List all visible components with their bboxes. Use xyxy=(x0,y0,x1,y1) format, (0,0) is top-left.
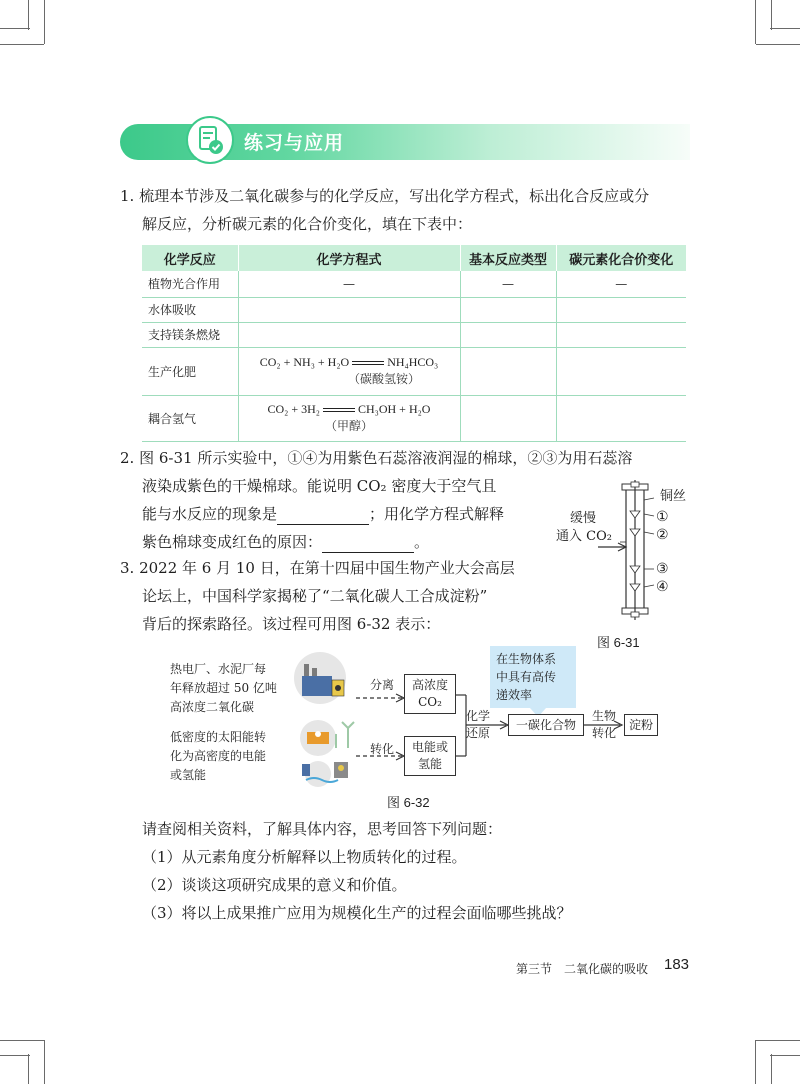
table-header: 化学方程式 xyxy=(238,245,460,271)
crop-mark xyxy=(44,0,45,44)
type-cell[interactable] xyxy=(460,395,556,441)
equation-cell[interactable] xyxy=(238,297,460,322)
copper-wire-label: 铜丝 xyxy=(660,489,687,504)
table-row xyxy=(142,347,686,395)
q3-line2: 论坛上，中国科学家揭秘了“二氧化碳人工合成淀粉” xyxy=(142,587,488,605)
bio-efficiency-callout xyxy=(490,646,576,708)
marker-4: ④ xyxy=(656,579,669,595)
crop-mark xyxy=(28,0,29,30)
row-name: 水体吸收 xyxy=(142,297,238,322)
bio-conversion-label xyxy=(592,708,616,742)
table-header-row xyxy=(142,245,686,271)
box-text: 氢能 xyxy=(417,757,442,771)
box-text: CO₂ xyxy=(418,695,442,709)
text-line: 化学 xyxy=(466,709,491,723)
row-name: 生产化肥 xyxy=(142,347,238,395)
question-item: （1）从元素角度分析解释以上物质转化的过程。 xyxy=(142,848,467,866)
footer-section: 第三节 二氧化碳的吸收 xyxy=(516,962,649,976)
marker-1: ① xyxy=(656,509,669,525)
text-line: 转化 xyxy=(592,726,617,740)
reaction-table xyxy=(142,245,686,442)
change-cell[interactable] xyxy=(556,395,686,441)
eq-left: CO₂ + 3H₂ xyxy=(267,402,320,416)
table-header: 基本反应类型 xyxy=(460,245,556,271)
q2-line3-start: 能与水反应的现象是 xyxy=(142,505,278,523)
change-cell[interactable] xyxy=(556,297,686,322)
answer-blank[interactable] xyxy=(277,508,369,525)
section-title: 练习与应用 xyxy=(244,132,345,154)
table-header: 化学反应 xyxy=(142,245,238,271)
crop-mark xyxy=(28,1054,29,1084)
q2-line1: 2. 图 6-31 所示实验中，①④为用紫色石蕊溶液润湿的棉球，②③为用石蕊溶 xyxy=(120,449,633,467)
one-carbon-box: 一碳化合物 xyxy=(508,714,584,736)
crop-mark xyxy=(0,1040,44,1041)
table-row xyxy=(142,297,686,322)
change-cell[interactable] xyxy=(556,322,686,347)
q1-line1: 1. 梳理本节涉及二氧化碳参与的化学反应，写出化学方程式，标出化合反应或分 xyxy=(120,187,650,205)
question-item: （3）将以上成果推广应用为规模化生产的过程会面临哪些挑战？ xyxy=(142,904,572,922)
type-cell: — xyxy=(460,271,556,297)
eq-right: CH₃OH + H₂O xyxy=(358,402,431,416)
text-line: 还原 xyxy=(466,726,491,740)
starch-box: 淀粉 xyxy=(624,714,658,736)
eq-note: （甲醇） xyxy=(324,419,373,433)
crop-mark xyxy=(44,1040,45,1084)
energy-box xyxy=(404,736,456,776)
equation-cell xyxy=(238,395,460,441)
convert-label: 转化 xyxy=(370,742,395,756)
equation-cell: — xyxy=(238,271,460,297)
crop-mark xyxy=(756,44,800,45)
question-item: （2）谈谈这项研究成果的意义和价值。 xyxy=(142,876,407,894)
table-row xyxy=(142,271,686,297)
crop-mark xyxy=(0,1055,30,1056)
crop-mark xyxy=(771,0,772,30)
crop-mark xyxy=(770,1055,800,1056)
q2-line2: 液染成紫色的干燥棉球。能说明 CO₂ 密度大于空气且 xyxy=(142,477,497,495)
change-cell: — xyxy=(556,271,686,297)
q3-line1: 3. 2022 年 6 月 10 日，在第十四届中国生物产业大会高层 xyxy=(120,559,515,577)
text-line: 中具有高传 xyxy=(496,670,557,684)
type-cell[interactable] xyxy=(460,322,556,347)
table-row xyxy=(142,322,686,347)
q2-line4-end: 。 xyxy=(414,533,430,551)
energy-text xyxy=(170,728,266,785)
crop-mark xyxy=(0,44,44,45)
text-line: 低密度的太阳能转 xyxy=(170,730,267,744)
equals-sign xyxy=(352,361,384,365)
text-line: 年释放超过 50 亿吨 xyxy=(170,681,277,695)
text-line: 生物 xyxy=(592,709,617,723)
figure-caption: 图 6-32 xyxy=(387,795,430,810)
eq-left: CO₂ + NH₃ + H₂O xyxy=(259,355,350,369)
type-cell[interactable] xyxy=(460,297,556,322)
text-line: 热电厂、水泥厂每 xyxy=(170,662,267,676)
eq-right: NH₄HCO₃ xyxy=(387,355,439,369)
q1-line2: 解反应，分析碳元素的化合价变化，填在下表中： xyxy=(142,215,473,233)
crop-mark xyxy=(755,1040,756,1084)
change-cell[interactable] xyxy=(556,347,686,395)
text-line: 递效率 xyxy=(496,688,533,702)
text-line: 化为高密度的电能 xyxy=(170,749,267,763)
eq-note: （碳酸氢铵） xyxy=(347,372,420,386)
inlet-label-1: 缓慢 xyxy=(570,511,597,526)
q2-line4 xyxy=(142,531,429,553)
text-line: 在生物体系 xyxy=(496,652,557,666)
chemical-reduction-label xyxy=(466,708,490,742)
figure-caption: 图 6-31 xyxy=(597,635,640,650)
high-co2-box xyxy=(404,674,456,714)
crop-mark xyxy=(0,28,30,29)
row-name: 耦合氢气 xyxy=(142,395,238,441)
text-line: 高浓度二氧化碳 xyxy=(170,700,255,714)
crop-mark xyxy=(771,1054,772,1084)
crop-mark xyxy=(770,28,800,29)
marker-2: ② xyxy=(656,527,669,543)
emission-text xyxy=(170,660,277,717)
inlet-label-2: 通入 CO₂ xyxy=(556,529,612,544)
q2-line3-end: ；用化学方程式解释 xyxy=(369,505,505,523)
separate-label: 分离 xyxy=(370,678,395,692)
crop-mark xyxy=(756,1040,800,1041)
answer-blank[interactable] xyxy=(322,536,414,553)
page-number: 183 xyxy=(664,956,690,973)
equals-sign xyxy=(323,408,355,412)
equation-cell[interactable] xyxy=(238,322,460,347)
box-text: 电能或 xyxy=(411,740,448,754)
marker-3: ③ xyxy=(656,561,669,577)
q2-line3 xyxy=(142,503,504,525)
crop-mark xyxy=(755,0,756,44)
row-name: 支持镁条燃烧 xyxy=(142,322,238,347)
q2-line4-start: 紫色棉球变成红色的原因： xyxy=(142,533,323,551)
q3-line3: 背后的探索路径。该过程可用图 6-32 表示： xyxy=(142,615,441,633)
type-cell[interactable] xyxy=(460,347,556,395)
exercise-icon xyxy=(186,116,234,164)
table-header: 碳元素化合价变化 xyxy=(556,245,686,271)
table-row xyxy=(142,395,686,441)
row-name: 植物光合作用 xyxy=(142,271,238,297)
questions-intro: 请查阅相关资料，了解具体内容，思考回答下列问题： xyxy=(142,820,503,838)
box-text: 高浓度 xyxy=(411,678,448,692)
equation-cell xyxy=(238,347,460,395)
text-line: 或氢能 xyxy=(170,768,207,782)
